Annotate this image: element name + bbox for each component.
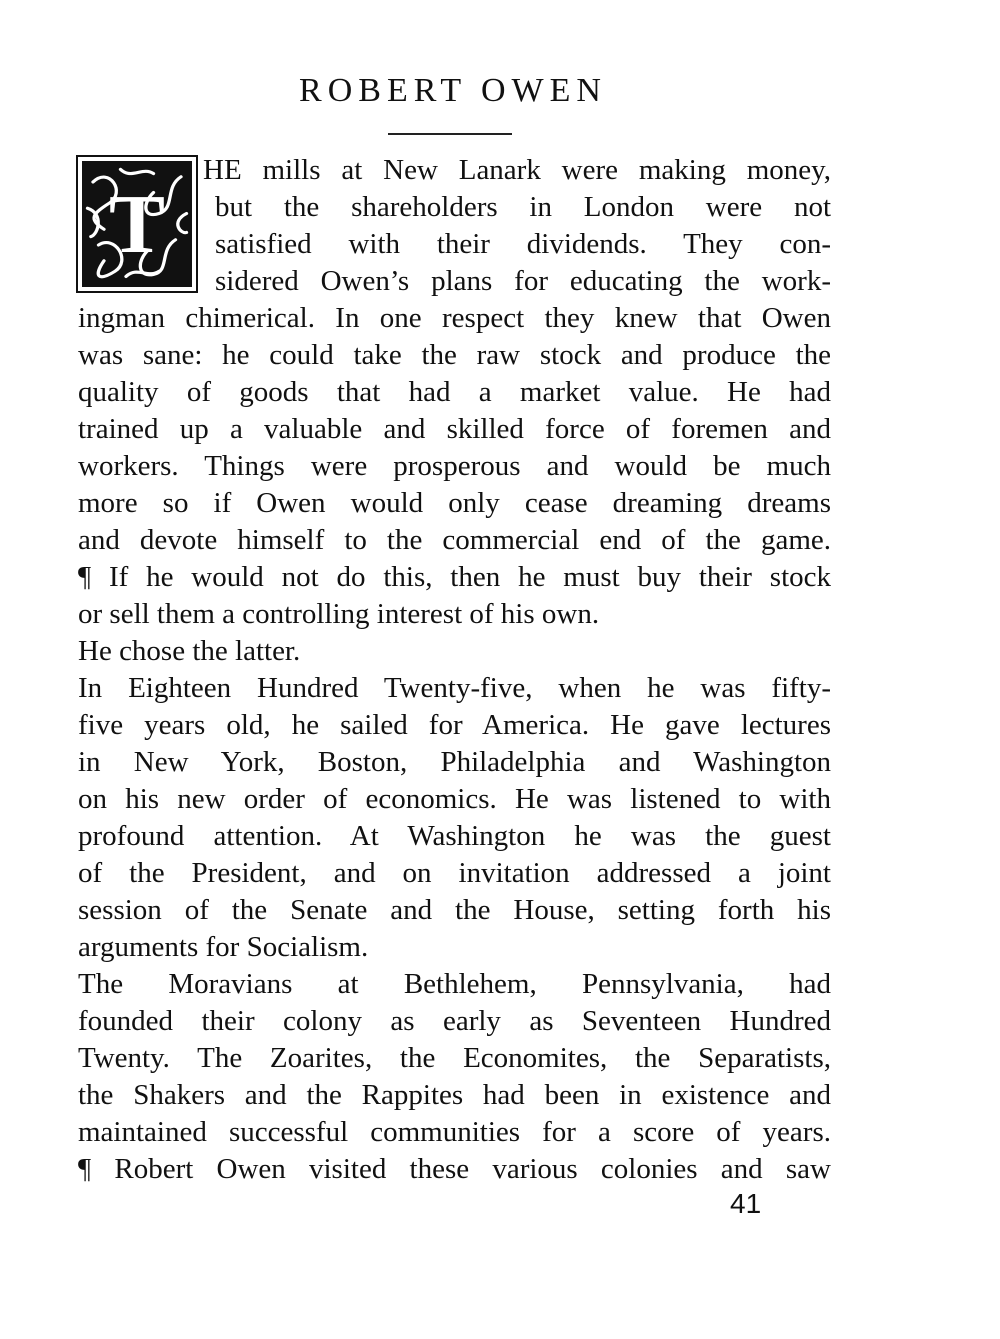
text-line: In Eighteen Hundred Twenty-five, when he was fifty- <box>78 672 831 704</box>
text-line: maintained successful communities for a score of years. <box>78 1116 831 1148</box>
text-line: sidered Owen’s plans for educating the work- <box>215 265 831 297</box>
text-line: on his new order of economics. He was listened to with <box>78 783 831 815</box>
text-line: or sell them a controlling interest of his own. <box>78 598 600 630</box>
text-line: the Shakers and the Rappites had been in existence and <box>78 1079 831 1111</box>
text-line: HE mills at New Lanark were making money, <box>203 154 831 186</box>
text-line: workers. Things were prosperous and would be much <box>78 450 831 482</box>
ornamental-vine-icon <box>82 161 192 287</box>
text-line: trained up a valuable and skilled force of foremen and <box>78 413 831 445</box>
text-line: ¶ If he would not do this, then he must buy their stock <box>78 561 831 593</box>
text-line: arguments for Socialism. <box>78 931 369 963</box>
text-line: but the shareholders in London were not <box>215 191 831 223</box>
page-number: 41 <box>730 1188 762 1219</box>
text-line: satisfied with their dividends. They con- <box>215 228 831 260</box>
text-line: session of the Senate and the House, setting forth his <box>78 894 831 926</box>
drop-cap-letter: T <box>108 177 166 271</box>
running-head: ROBERT OWEN <box>299 72 607 109</box>
text-line: more so if Owen would only cease dreaming dreams <box>78 487 831 519</box>
title-rule <box>388 133 512 135</box>
text-line: quality of goods that had a market value. He had <box>78 376 831 408</box>
text-line: in New York, Boston, Philadelphia and Washington <box>78 746 831 778</box>
text-line: of the President, and on invitation addressed a joint <box>78 857 831 889</box>
text-line: ¶ Robert Owen visited these various colonies and saw <box>78 1153 831 1185</box>
text-line: profound attention. At Washington he was the guest <box>78 820 831 852</box>
text-line: and devote himself to the commercial end of the game. <box>78 524 831 556</box>
text-line: Twenty. The Zoarites, the Economites, the Separatists, <box>78 1042 831 1074</box>
drop-cap <box>76 155 198 293</box>
text-line: five years old, he sailed for America. He gave lectures <box>78 709 831 741</box>
text-line: The Moravians at Bethlehem, Pennsylvania, had <box>78 968 831 1000</box>
text-line: founded their colony as early as Seventeen Hundred <box>78 1005 831 1037</box>
text-line: ingman chimerical. In one respect they knew that Owen <box>78 302 831 334</box>
text-line: He chose the latter. <box>78 635 301 667</box>
text-line: was sane: he could take the raw stock and produce the <box>78 339 831 371</box>
